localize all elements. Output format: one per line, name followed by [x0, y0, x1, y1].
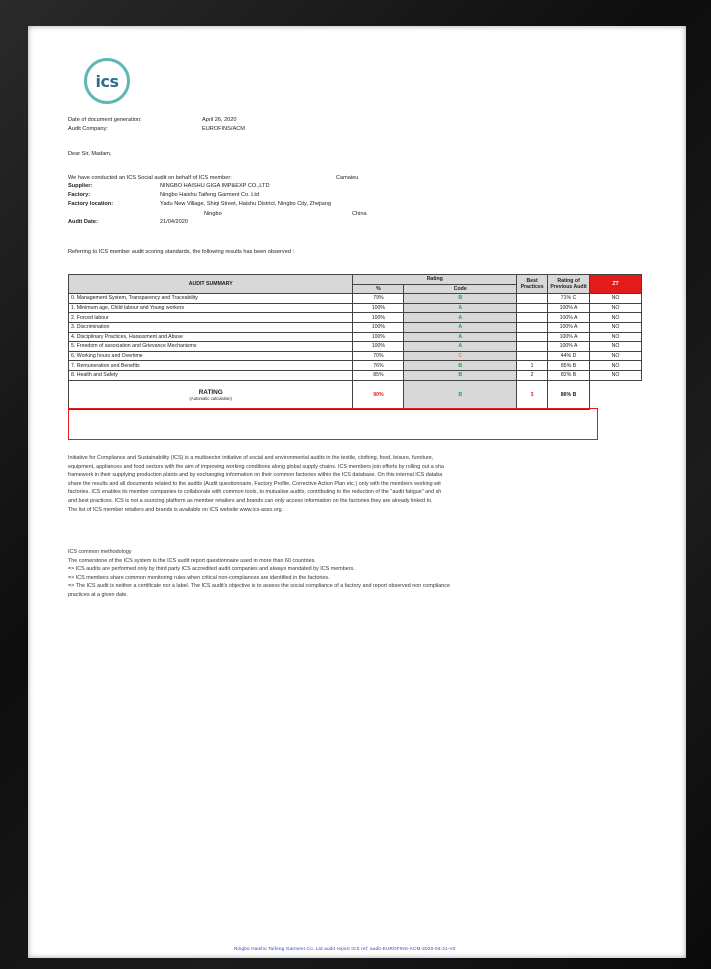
row-code: C — [404, 351, 517, 361]
row-prev: 71% C — [548, 294, 590, 304]
table-row — [69, 322, 642, 332]
methodology-line: The cornerstone of the ICS system is the ICS audit report questionnaire used in more than 60 countries. — [68, 557, 316, 564]
intro-line — [68, 174, 358, 182]
row-best — [517, 294, 548, 304]
row-pct: 85% — [353, 370, 404, 380]
row-best — [517, 313, 548, 323]
row-zt: NO — [590, 361, 642, 371]
audit-date-value: 21/04/2020 — [160, 219, 188, 225]
table-row — [69, 351, 642, 361]
row-best — [517, 303, 548, 313]
rating-label-cell — [69, 380, 353, 409]
header-rating: Rating — [353, 275, 517, 285]
row-best — [517, 351, 548, 361]
paragraph-line: framework in their supplying production plants and by exchanging information on their common factories within the ICS database. On this internal ICS databa — [68, 472, 443, 479]
table-row — [69, 294, 642, 304]
row-pct: 76% — [353, 361, 404, 371]
supplier-line — [68, 182, 270, 190]
row-zt: NO — [590, 351, 642, 361]
factory-location-line — [68, 200, 331, 208]
location-value: Yadu New Village, Shiqi Street, Haishu District, Ningbo City, Zhejiang — [160, 201, 331, 207]
row-zt: NO — [590, 303, 642, 313]
row-best: 2 — [517, 370, 548, 380]
row-prev: 85% B — [548, 361, 590, 371]
location-label: Factory location: — [68, 201, 114, 207]
table-row — [69, 313, 642, 323]
table-row — [69, 370, 642, 380]
row-zt: NO — [590, 322, 642, 332]
row-code: B — [404, 370, 517, 380]
row-name: 1. Minimum age, Child labour and Young workers — [69, 303, 353, 313]
row-code: A — [404, 313, 517, 323]
row-code: B — [404, 294, 517, 304]
table-header-row — [69, 275, 642, 285]
row-zt: NO — [590, 332, 642, 342]
row-pct: 100% — [353, 322, 404, 332]
row-pct: 100% — [353, 303, 404, 313]
methodology-line: practices at a given date. — [68, 591, 128, 598]
row-prev: 100% A — [548, 342, 590, 352]
row-best — [517, 342, 548, 352]
rating-pct: 90% — [353, 380, 404, 409]
paragraph-line: and best practices. ICS is not a sourcing platform as member retailers and brands can only access information on the factories they are already linked to. — [68, 497, 433, 504]
methodology-line: => ICS audits are performed only by third party ICS accredited audit companies and always mandated by ICS members. — [68, 566, 355, 573]
row-zt: NO — [590, 313, 642, 323]
audit-summary-table — [68, 274, 642, 410]
row-code: A — [404, 342, 517, 352]
row-code: A — [404, 303, 517, 313]
paragraph-line: The list of ICS member retailers and brands is available on ICS website www.ics-asso.org. — [68, 506, 284, 513]
location-extra-line — [204, 210, 367, 218]
rating-prev: 86% B — [548, 380, 590, 409]
referring-text: Referring to ICS member audit scoring standards, the following results has been observed : — [68, 249, 295, 255]
row-name: 6. Working hours and Overtime — [69, 351, 353, 361]
row-best — [517, 322, 548, 332]
table-row — [69, 332, 642, 342]
rating-highlight-box — [68, 408, 598, 440]
document-date-line — [68, 116, 237, 124]
row-zt: NO — [590, 342, 642, 352]
row-pct: 100% — [353, 342, 404, 352]
row-pct: 70% — [353, 351, 404, 361]
member-name: Camaieu — [336, 175, 359, 181]
ics-methodology — [68, 548, 642, 600]
table-row — [69, 303, 642, 313]
methodology-heading: ICS common methodology — [68, 549, 132, 555]
ics-description — [68, 454, 642, 514]
audit-date-line — [68, 218, 188, 226]
row-prev: 100% A — [548, 313, 590, 323]
footer-report-link[interactable]: Ningbo Haishu Taifeng Garment Co. Ltd audit report ICS ref: audit-EUROFINS-ACM-2020-04-21-V2 — [234, 946, 456, 951]
header-code: Code — [404, 284, 517, 294]
paragraph-line: equipment, appliances and food sectors with the aim of improving working conditions along global supply chains. ICS members join efforts by rolling out a sha — [68, 463, 444, 470]
rating-code: B — [404, 380, 517, 409]
row-name: 5. Freedom of association and Grievance Mechanisms — [69, 342, 353, 352]
rating-sub: (Automatic calculation) — [189, 395, 232, 401]
audit-company-line — [68, 125, 245, 133]
paragraph-line: factories. ICS enables its member companies to collaborate with common tools, to mutualise audits, contributing to the reduction of the "audit fatigue" and sh — [68, 489, 442, 496]
location-country: China — [352, 211, 367, 217]
row-code: A — [404, 332, 517, 342]
header-audit-summary: AUDIT SUMMARY — [69, 275, 353, 294]
company-label: Audit Company: — [68, 126, 108, 132]
row-name: 8. Health and Safety — [69, 370, 353, 380]
location-city: Ningbo — [204, 211, 222, 217]
paragraph-line: Initiative for Compliance and Sustainability (ICS) is a multisector initiative of social and environmental audits in the textile, clothing, food, leisure, furniture, — [68, 455, 434, 461]
row-pct: 100% — [353, 332, 404, 342]
ics-logo-text: ics — [95, 71, 119, 91]
methodology-line: => The ICS audit is neither a certificate nor a label. The ICS audit's objective is to assess the social compliance of a factory and report observed non compliance — [68, 583, 450, 590]
paragraph-line: share the results and all documents related to the audits (Audit questionnaire, Factory Profile, Corrective Action Plan etc.) only with the members working wit — [68, 480, 441, 487]
row-prev: 100% A — [548, 322, 590, 332]
row-best: 1 — [517, 361, 548, 371]
rating-empty-cell — [590, 380, 642, 409]
row-best — [517, 332, 548, 342]
table-row — [69, 342, 642, 352]
row-prev: 100% A — [548, 332, 590, 342]
methodology-line: => ICS members share common monitoring rules when critical non-compliances are identified in the factories. — [68, 574, 330, 581]
table-row — [69, 361, 642, 371]
rating-best: 3 — [517, 380, 548, 409]
header-previous-rating: Rating of Previous Audit — [548, 275, 590, 294]
row-name: 4. Disciplinary Practices, Harassment and Abuse — [69, 332, 353, 342]
date-value: April 26, 2020 — [202, 117, 237, 123]
date-label: Date of document generation: — [68, 117, 142, 123]
row-code: B — [404, 361, 517, 371]
row-code: A — [404, 322, 517, 332]
greeting: Dear Sir, Madam, — [68, 151, 112, 157]
row-prev: 44% D — [548, 351, 590, 361]
row-name: 7. Remuneration and Benefits — [69, 361, 353, 371]
intro-text: We have conducted an ICS Social audit on behalf of ICS member: — [68, 175, 232, 181]
row-zt: NO — [590, 370, 642, 380]
supplier-value: NINGBO HAISHU GIGA IMP&EXP CO.,LTD — [160, 183, 270, 189]
row-prev: 82% B — [548, 370, 590, 380]
factory-label: Factory: — [68, 192, 91, 198]
row-pct: 100% — [353, 313, 404, 323]
header-best-practices: Best Practices — [517, 275, 548, 294]
row-prev: 100% A — [548, 303, 590, 313]
document-page — [28, 26, 686, 958]
rating-label: RATING — [198, 388, 223, 396]
row-zt: NO — [590, 294, 642, 304]
company-value: EUROFINS/ACM — [202, 126, 245, 132]
audit-date-label: Audit Date: — [68, 219, 98, 225]
factory-line — [68, 191, 259, 199]
rating-row — [69, 380, 642, 409]
factory-value: Ningbo Haishu Taifeng Garment Co. Ltd — [160, 192, 260, 198]
header-zt: ZT — [590, 275, 642, 294]
row-name: 0. Management System, Transparency and Traceability — [69, 294, 353, 304]
row-name: 2. Forced labour — [69, 313, 353, 323]
row-pct: 79% — [353, 294, 404, 304]
header-percent: % — [353, 284, 404, 294]
ics-logo — [84, 58, 130, 104]
supplier-label: Supplier: — [68, 183, 93, 189]
row-name: 3. Discrimination — [69, 322, 353, 332]
